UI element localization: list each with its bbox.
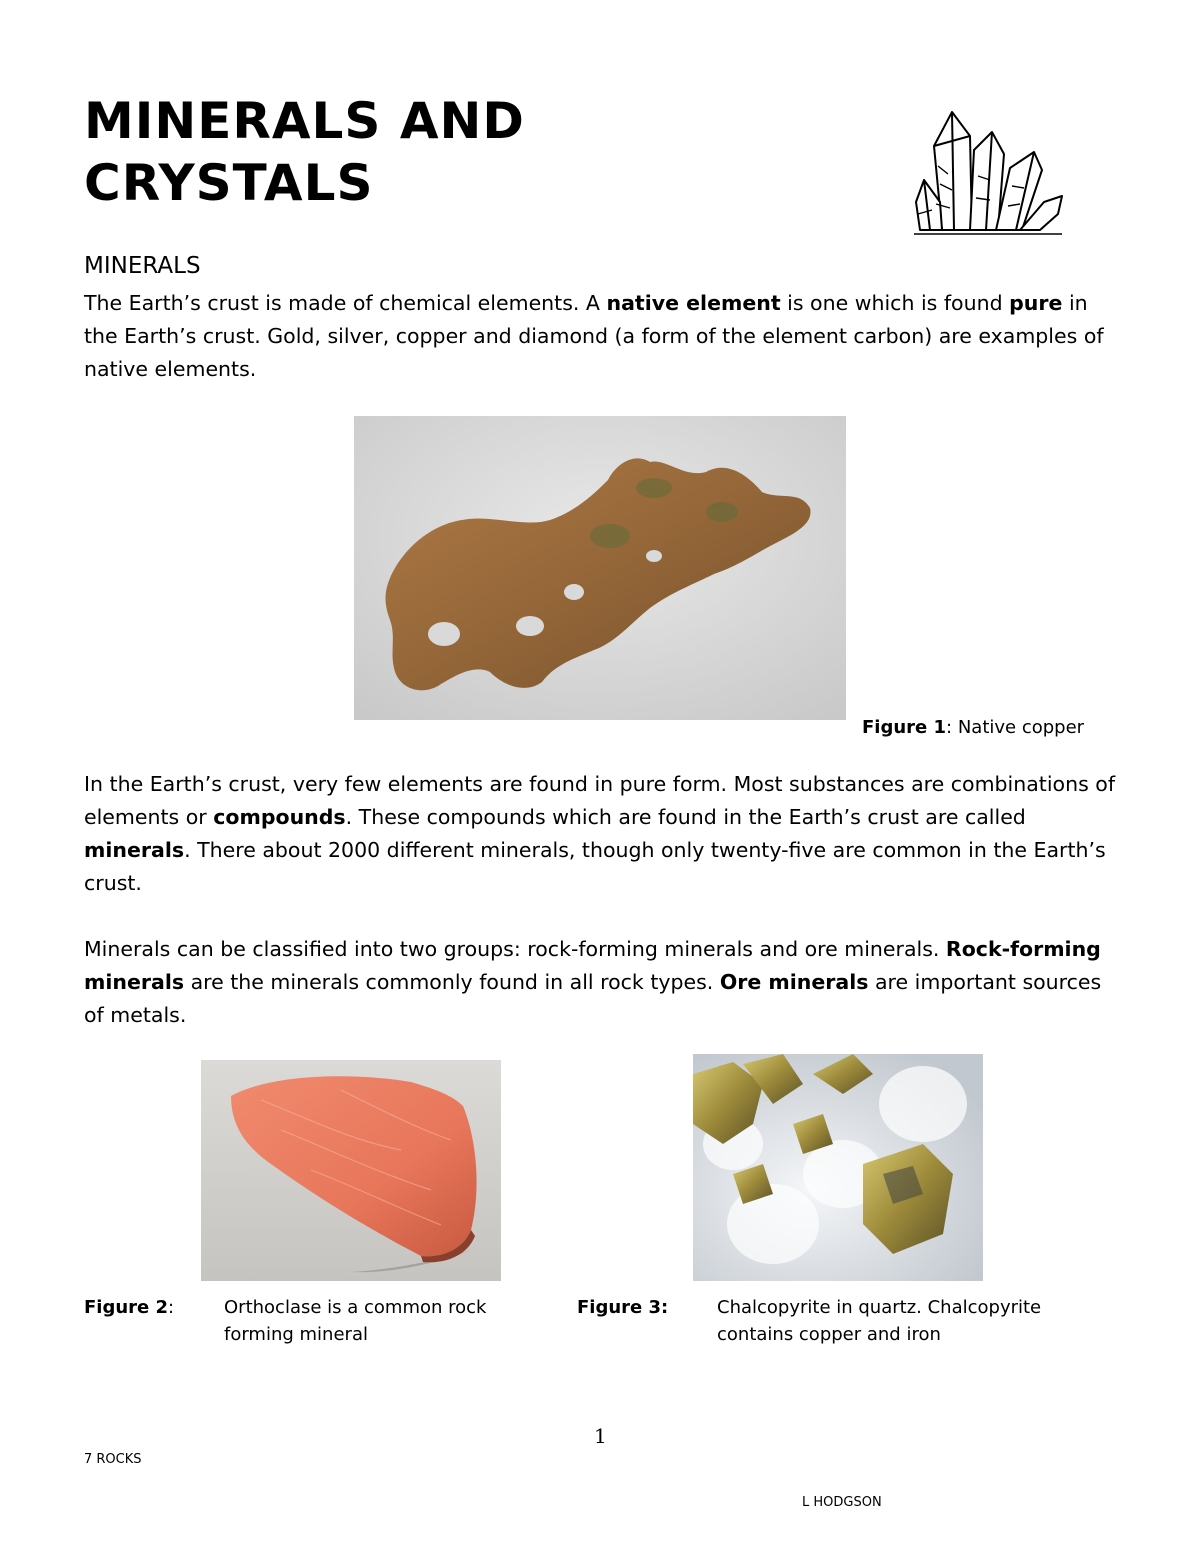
text-run: is one which is found (780, 291, 1010, 315)
term-native-element: native element (606, 291, 781, 315)
figure-1-separator: : (946, 717, 958, 738)
page-number: 1 (594, 1424, 607, 1448)
text-run: are the minerals commonly found in all rock types. (184, 970, 720, 994)
text-run: . There about 2000 different minerals, though only twenty-five are common in the Earth’s crust. (84, 838, 1106, 895)
crystal-cluster-drawing (912, 106, 1064, 238)
term-pure: pure (1009, 291, 1063, 315)
figure-1-text: Native copper (957, 717, 1085, 738)
figure-3-caption (717, 1294, 1117, 1348)
section-heading: MINERALS (84, 253, 201, 279)
figure-3-line-1: Chalcopyrite in quartz. Chalcopyrite (717, 1297, 1042, 1318)
title-line-1: MINERALS AND (84, 92, 525, 150)
text-run: The Earth’s crust is made of chemical elements. A (84, 291, 607, 315)
footer-left: 7 ROCKS (84, 1452, 142, 1467)
text-run: are important sources of metals. (84, 970, 1102, 1027)
figure-3-line-2: contains copper and iron (717, 1324, 941, 1345)
text-run: in the Earth’s crust. Gold, silver, copper and diamond (a form of the element carbon) are examples of native elements. (84, 291, 1104, 381)
figure-2-caption-label (84, 1294, 174, 1321)
term-rock-forming-minerals: Rock-forming minerals (84, 937, 1101, 994)
footer-author: L HODGSON (802, 1495, 882, 1510)
classification-paragraph (84, 933, 1119, 1032)
compounds-paragraph (84, 768, 1119, 900)
native-copper-photo (354, 416, 846, 720)
text-run: Minerals can be classified into two groups: rock-forming minerals and ore minerals. (84, 937, 946, 961)
page-title (84, 90, 644, 214)
title-line-2: CRYSTALS (84, 154, 374, 212)
text-run: . These compounds which are found in the Earth’s crust are called (345, 805, 1026, 829)
intro-paragraph (84, 287, 1119, 386)
figure-2-line-2: forming mineral (224, 1324, 368, 1345)
figure-1-caption (862, 714, 1084, 741)
figure-3-label: Figure 3: (577, 1297, 669, 1318)
figure-2-separator: : (168, 1297, 175, 1318)
text-run: In the Earth’s crust, very few elements are found in pure form. Most substances are combinations of elements or (84, 772, 1116, 829)
term-minerals: minerals (84, 838, 185, 862)
term-compounds: compounds (213, 805, 346, 829)
figure-1-label: Figure 1 (862, 717, 947, 738)
term-ore-minerals: Ore minerals (719, 970, 869, 994)
figure-2-caption (224, 1294, 544, 1348)
chalcopyrite-photo (693, 1054, 983, 1281)
figure-2-label: Figure 2 (84, 1297, 169, 1318)
orthoclase-photo (201, 1060, 501, 1281)
figure-2-line-1: Orthoclase is a common rock (224, 1297, 487, 1318)
